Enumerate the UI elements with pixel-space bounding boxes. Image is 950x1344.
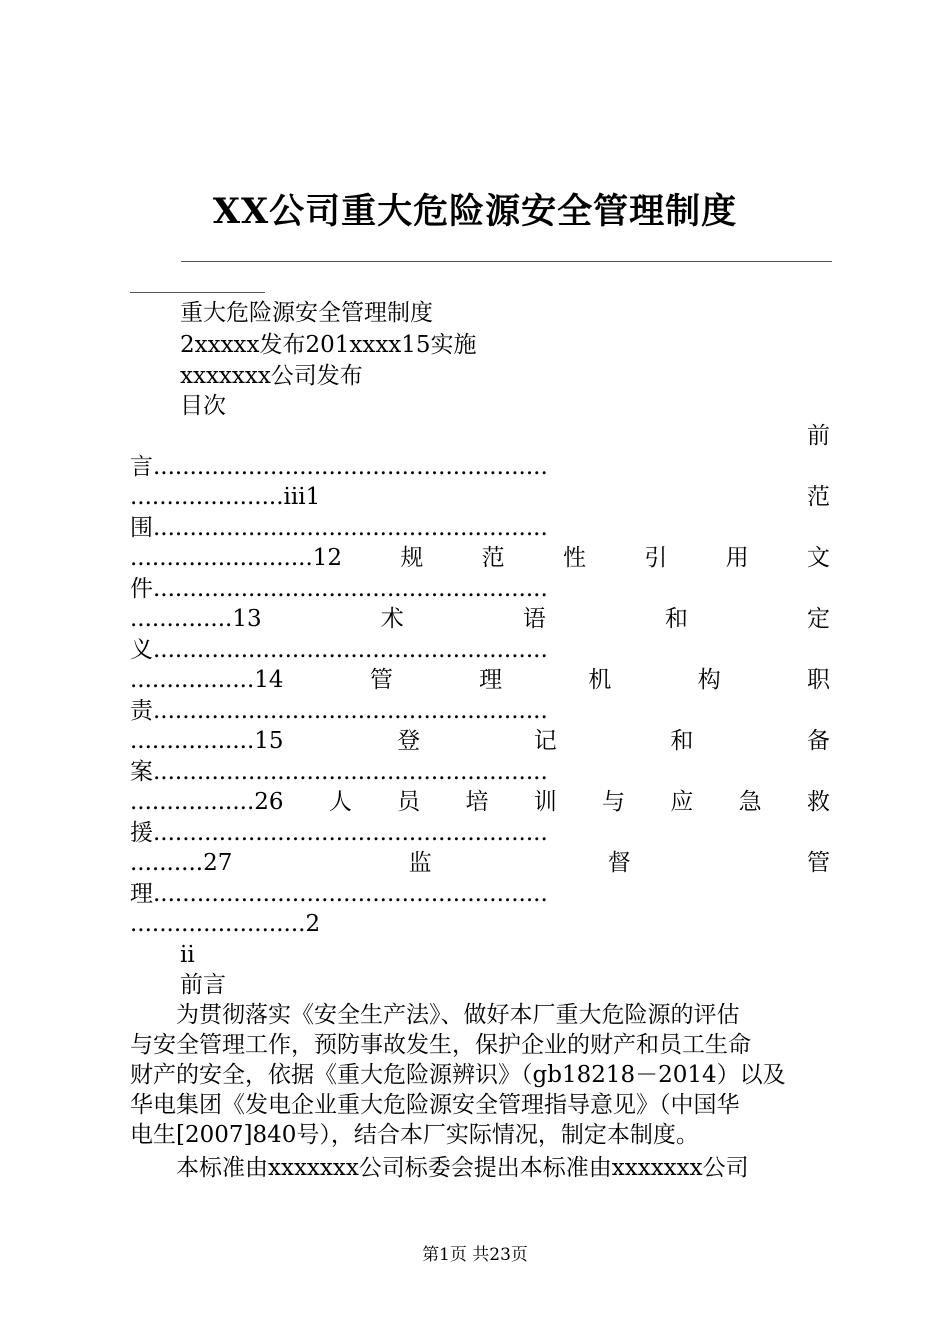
toc-text: 性: [562, 545, 586, 571]
toc-dots-row: 义......................................................: [130, 637, 548, 663]
toc-text: 和: [670, 728, 694, 754]
toc-row: [130, 787, 830, 817]
toc-text: 构: [697, 667, 721, 693]
toc-row: [130, 604, 830, 634]
toc-text: 范: [807, 484, 830, 510]
header-rule-short: [130, 292, 265, 293]
toc-text: 救: [806, 789, 830, 815]
page-numeral: ii: [180, 942, 195, 968]
toc-text: 应: [670, 789, 694, 815]
toc-text: 人: [328, 789, 352, 815]
toc-text: 范: [481, 545, 505, 571]
paragraph-line: 电生[2007]840号），结合本厂实际情况，制定本制度。: [130, 1122, 699, 1148]
toc-row: [130, 543, 830, 573]
paragraph-line: 与安全管理工作，预防事故发生，保护企业的财产和员工生命: [130, 1032, 751, 1058]
document-title: XX公司重大危险源安全管理制度: [212, 191, 738, 232]
toc-dots-row: 责......................................................: [130, 698, 548, 724]
toc-text: 员: [397, 789, 421, 815]
toc-text: 规: [400, 545, 424, 571]
toc-text: 引: [644, 545, 668, 571]
doc-name-line: 重大危险源安全管理制度: [180, 300, 433, 326]
toc-row: [130, 482, 830, 512]
toc-text: 前: [807, 423, 830, 449]
toc-text: ..........27: [130, 850, 233, 876]
toc-text: 记: [533, 728, 557, 754]
toc-text: 用: [725, 545, 749, 571]
standard-paragraph: [130, 1153, 830, 1183]
toc-text: .........................12: [130, 545, 343, 571]
toc-row: [130, 665, 830, 695]
toc-heading: 目次: [180, 393, 226, 419]
paragraph-line: 财产的安全，依据《重大危险源辨识》（gb18218－2014）以及: [130, 1062, 786, 1088]
publish-date-line: 2xxxxx发布201xxxx15实施: [180, 332, 477, 358]
toc-text: 急: [738, 789, 762, 815]
toc-text: 督: [607, 850, 631, 876]
toc-dots-row: 援......................................................: [130, 820, 548, 846]
publisher-line: xxxxxxx公司发布: [180, 363, 363, 389]
toc-text: 术: [380, 606, 404, 632]
toc-text: 和: [664, 606, 688, 632]
toc-text: 机: [588, 667, 612, 693]
foreword-paragraph: [130, 1000, 830, 1150]
toc-text: 职: [806, 667, 830, 693]
toc-text: 理: [479, 667, 503, 693]
toc-text: 文: [806, 545, 830, 571]
toc-text: 与: [602, 789, 626, 815]
toc-text: 训: [533, 789, 557, 815]
toc-text: .................15: [130, 728, 284, 754]
paragraph-line: 本标准由xxxxxxx公司标委会提出本标准由xxxxxxx公司: [130, 1155, 749, 1181]
toc-dots-row: ........................2: [130, 911, 321, 937]
toc-dots-row: 案......................................................: [130, 759, 548, 785]
paragraph-line: 华电集团《发电企业重大危险源安全管理指导意见》（中国华: [130, 1092, 740, 1118]
toc-text: .....................iii1: [130, 484, 321, 510]
section-heading: 前言: [180, 972, 226, 998]
toc-text: 监: [408, 850, 432, 876]
toc-text: 定: [807, 606, 830, 632]
toc-text: ..............13: [130, 606, 262, 632]
toc-text: 培: [465, 789, 489, 815]
toc-row: [130, 726, 830, 756]
toc-text: 管: [807, 850, 830, 876]
toc-text: 备: [807, 728, 830, 754]
toc-text: 语: [522, 606, 546, 632]
toc-text: .................26: [130, 789, 284, 815]
header-rule: [181, 261, 832, 262]
toc-dots-row: 理......................................................: [130, 881, 548, 907]
toc-text: .................14: [130, 667, 284, 693]
toc-dots-row: 言......................................................: [130, 454, 548, 480]
toc-row: [130, 421, 830, 451]
toc-text: 管: [369, 667, 393, 693]
toc-text: 登: [397, 728, 421, 754]
page-footer: 第1页 共23页: [422, 1245, 528, 1265]
toc-dots-row: 围......................................................: [130, 515, 548, 541]
toc-row: [130, 848, 830, 878]
paragraph-line: 为贯彻落实《安全生产法》、做好本厂重大危险源的评估: [130, 1002, 740, 1028]
toc-dots-row: 件......................................................: [130, 576, 548, 602]
